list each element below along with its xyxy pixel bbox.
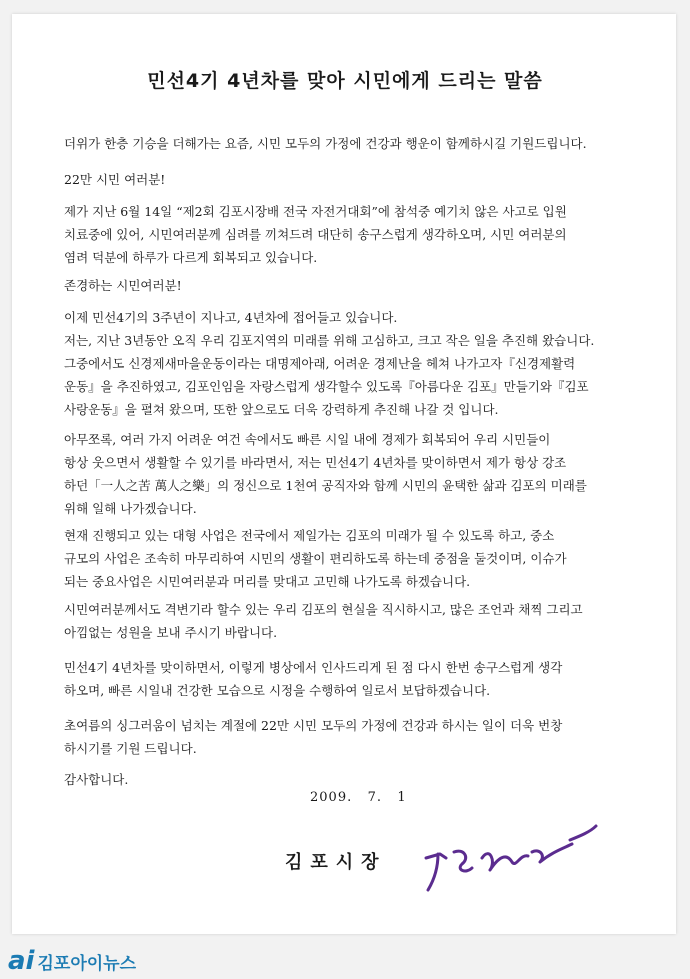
paragraph-line: 하시기를 기원 드립니다.: [64, 741, 197, 756]
paragraph-line: 민선4기 4년차를 맞이하면서, 이렇게 병상에서 인사드리게 된 점 다시 한번 송구스럽게 생각: [64, 660, 563, 675]
paragraph-line: 되는 중요사업은 시민여러분과 머리를 맞대고 고민해 나가도록 하겠습니다.: [64, 574, 471, 589]
letter-paragraph: [64, 656, 674, 702]
handwritten-signature: [420, 818, 600, 896]
watermark-mark: ai: [8, 946, 35, 976]
paragraph-line: 위해 일해 나가겠습니다.: [64, 501, 197, 516]
signer-name: 김포시장: [285, 852, 387, 873]
paragraph-line: 하오며, 빠른 시일내 건강한 모습으로 시정을 수행하여 일로서 보답하겠습니다.: [64, 683, 491, 698]
letter-paragraph: [64, 168, 674, 191]
letter-paragraph: [64, 524, 674, 593]
letter-paragraph: [64, 132, 674, 155]
paragraph-line: 더위가 한층 기승을 더해가는 요즘, 시민 모두의 가정에 건강과 행운이 함께하시길 기원드립니다.: [64, 136, 587, 151]
paragraph-line: 아무쪼록, 여러 가지 어려운 여건 속에서도 빠른 시일 내에 경제가 회복되어 우리 시민들이: [64, 432, 551, 447]
paragraph-line: 22만 시민 여러분!: [64, 172, 166, 187]
letter-paragraph: [64, 428, 674, 520]
letter-paragraph: [64, 200, 674, 269]
letter-paragraph: [64, 768, 674, 791]
watermark-logo: [8, 946, 136, 976]
paragraph-line: 규모의 사업은 조속히 마무리하여 시민의 생활이 편리하도록 하는데 중점을 둘것이며, 이슈가: [64, 551, 567, 566]
paragraph-line: 그중에서도 신경제새마을운동이라는 대명제아래, 어려운 경제난을 헤쳐 나가고자『신경제활력: [64, 356, 576, 371]
watermark-name: 김포아이뉴스: [37, 954, 137, 974]
paragraph-line: 제가 지난 6월 14일 “제2회 김포시장배 전국 자전거대회”에 참석중 예기치 않은 사고로 입원: [64, 204, 567, 219]
paragraph-line: 시민여러분께서도 격변기라 할수 있는 우리 김포의 현실을 직시하시고, 많은 조언과 채찍 그리고: [64, 602, 583, 617]
paragraph-line: 하던「一人之苦 萬人之樂」의 정신으로 1천여 공직자와 함께 시민의 윤택한 삶과 김포의 미래를: [64, 478, 587, 493]
paragraph-line: 항상 웃으면서 생활할 수 있기를 바라면서, 저는 민선4기 4년차를 맞이하면서 제가 항상 강조: [64, 455, 567, 470]
paragraph-line: 초여름의 싱그러움이 넘치는 계절에 22만 시민 모두의 가정에 건강과 하시는 일이 더욱 번창: [64, 718, 563, 733]
letter-paragraph: [64, 274, 674, 297]
paragraph-line: 현재 진행되고 있는 대형 사업은 전국에서 제일가는 김포의 미래가 될 수 있도록 하고, 중소: [64, 528, 555, 543]
letter-date: 2009. 7. 1: [310, 790, 407, 805]
paragraph-line: 아낌없는 성원을 보내 주시기 바랍니다.: [64, 625, 278, 640]
paragraph-line: 감사합니다.: [64, 772, 129, 787]
paragraph-line: 이제 민선4기의 3주년이 지나고, 4년차에 접어들고 있습니다.: [64, 310, 398, 325]
letter-paragraph: [64, 598, 674, 644]
paragraph-line: 저는, 지난 3년동안 오직 우리 김포지역의 미래를 위해 고심하고, 크고 작은 일을 추진해 왔습니다.: [64, 333, 595, 348]
letter-paragraph: [64, 306, 674, 421]
letter-paragraph: [64, 714, 674, 760]
paragraph-line: 치료중에 있어, 시민여러분께 심려를 끼쳐드려 대단히 송구스럽게 생각하오며, 시민 여러분의: [64, 227, 567, 242]
letter-title: 민선4기 4년차를 맞아 시민에게 드리는 말씀: [147, 70, 543, 92]
paragraph-line: 존경하는 시민여러분!: [64, 278, 182, 293]
paragraph-line: 염려 덕분에 하루가 다르게 회복되고 있습니다.: [64, 250, 318, 265]
paragraph-line: 사랑운동』을 펼쳐 왔으며, 또한 앞으로도 더욱 강력하게 추진해 나갈 것 입니다.: [64, 402, 499, 417]
paragraph-line: 운동』을 추진하였고, 김포인임을 자랑스럽게 생각할수 있도록『아름다운 김포』만들기와『김포: [64, 379, 589, 394]
